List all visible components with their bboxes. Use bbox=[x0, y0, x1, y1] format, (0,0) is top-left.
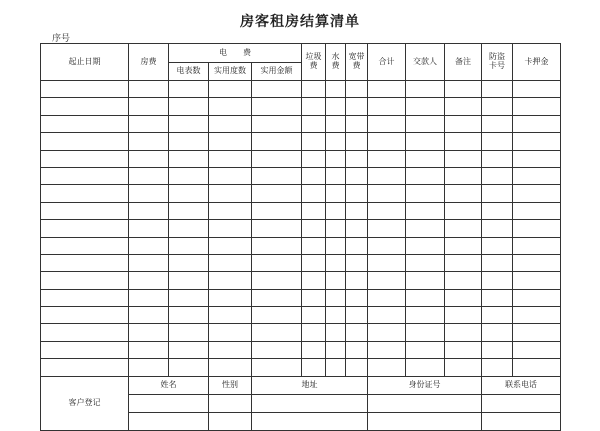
period-cell[interactable] bbox=[41, 115, 129, 132]
water-cell[interactable] bbox=[326, 307, 346, 324]
water-cell[interactable] bbox=[326, 324, 346, 341]
rent-cell[interactable] bbox=[129, 272, 169, 289]
rent-cell[interactable] bbox=[129, 307, 169, 324]
units-used-cell[interactable] bbox=[209, 133, 252, 150]
guest-gender-cell[interactable] bbox=[209, 412, 252, 430]
card-deposit-cell[interactable] bbox=[513, 237, 561, 254]
theft-card-cell[interactable] bbox=[482, 359, 513, 376]
remark-cell[interactable] bbox=[445, 359, 482, 376]
water-cell[interactable] bbox=[326, 185, 346, 202]
total-cell[interactable] bbox=[368, 289, 406, 306]
header-water-line1: 水 bbox=[331, 52, 340, 62]
rent-cell[interactable] bbox=[129, 98, 169, 115]
total-cell[interactable] bbox=[368, 150, 406, 167]
card-deposit-cell[interactable] bbox=[513, 81, 561, 98]
remark-cell[interactable] bbox=[445, 307, 482, 324]
amount-cell[interactable] bbox=[252, 341, 302, 358]
table-row bbox=[41, 202, 561, 219]
period-cell[interactable] bbox=[41, 307, 129, 324]
header-electricity: 电 费 bbox=[169, 44, 302, 63]
total-cell[interactable] bbox=[368, 220, 406, 237]
theft-card-cell[interactable] bbox=[482, 150, 513, 167]
settlement-table bbox=[40, 43, 561, 431]
table-row bbox=[41, 324, 561, 341]
payer-cell[interactable] bbox=[406, 289, 445, 306]
payer-cell[interactable] bbox=[406, 307, 445, 324]
water-cell[interactable] bbox=[326, 237, 346, 254]
guest-address-cell[interactable] bbox=[252, 394, 368, 412]
table-row bbox=[41, 98, 561, 115]
units-used-cell[interactable] bbox=[209, 272, 252, 289]
garbage-cell[interactable] bbox=[302, 81, 326, 98]
header-garbage-line1: 垃圾 bbox=[305, 52, 322, 62]
payer-cell[interactable] bbox=[406, 98, 445, 115]
meter-reading-cell[interactable] bbox=[169, 341, 209, 358]
meter-reading-cell[interactable] bbox=[169, 81, 209, 98]
rent-cell[interactable] bbox=[129, 220, 169, 237]
period-cell[interactable] bbox=[41, 220, 129, 237]
broadband-cell[interactable] bbox=[346, 254, 368, 271]
amount-cell[interactable] bbox=[252, 272, 302, 289]
remark-cell[interactable] bbox=[445, 220, 482, 237]
units-used-cell[interactable] bbox=[209, 341, 252, 358]
water-cell[interactable] bbox=[326, 359, 346, 376]
theft-card-cell[interactable] bbox=[482, 133, 513, 150]
table-row bbox=[41, 272, 561, 289]
water-cell[interactable] bbox=[326, 341, 346, 358]
table-row bbox=[41, 307, 561, 324]
amount-cell[interactable] bbox=[252, 359, 302, 376]
guest-phone-cell[interactable] bbox=[482, 412, 561, 430]
garbage-cell[interactable] bbox=[302, 289, 326, 306]
period-cell[interactable] bbox=[41, 359, 129, 376]
payer-cell[interactable] bbox=[406, 341, 445, 358]
units-used-cell[interactable] bbox=[209, 98, 252, 115]
card-deposit-cell[interactable] bbox=[513, 133, 561, 150]
units-used-cell[interactable] bbox=[209, 185, 252, 202]
remark-cell[interactable] bbox=[445, 185, 482, 202]
amount-cell[interactable] bbox=[252, 98, 302, 115]
units-used-cell[interactable] bbox=[209, 220, 252, 237]
amount-cell[interactable] bbox=[252, 237, 302, 254]
record-rows bbox=[41, 81, 561, 377]
water-cell[interactable] bbox=[326, 150, 346, 167]
card-deposit-cell[interactable] bbox=[513, 272, 561, 289]
garbage-cell[interactable] bbox=[302, 115, 326, 132]
garbage-cell[interactable] bbox=[302, 324, 326, 341]
theft-card-cell[interactable] bbox=[482, 307, 513, 324]
garbage-cell[interactable] bbox=[302, 254, 326, 271]
theft-card-cell[interactable] bbox=[482, 220, 513, 237]
garbage-cell[interactable] bbox=[302, 237, 326, 254]
header-garbage-line2: 费 bbox=[309, 61, 318, 70]
period-cell[interactable] bbox=[41, 254, 129, 271]
header-theft-card bbox=[482, 44, 513, 81]
broadband-cell[interactable] bbox=[346, 150, 368, 167]
rent-cell[interactable] bbox=[129, 341, 169, 358]
guest-gender-cell[interactable] bbox=[209, 394, 252, 412]
meter-reading-cell[interactable] bbox=[169, 272, 209, 289]
amount-cell[interactable] bbox=[252, 202, 302, 219]
meter-reading-cell[interactable] bbox=[169, 115, 209, 132]
remark-cell[interactable] bbox=[445, 150, 482, 167]
total-cell[interactable] bbox=[368, 202, 406, 219]
guest-section-label: 客户登记 bbox=[41, 376, 129, 430]
card-deposit-cell[interactable] bbox=[513, 289, 561, 306]
guest-header-address: 地址 bbox=[252, 376, 368, 394]
period-cell[interactable] bbox=[41, 150, 129, 167]
amount-cell[interactable] bbox=[252, 307, 302, 324]
total-cell[interactable] bbox=[368, 81, 406, 98]
garbage-cell[interactable] bbox=[302, 150, 326, 167]
remark-cell[interactable] bbox=[445, 289, 482, 306]
rent-cell[interactable] bbox=[129, 254, 169, 271]
garbage-cell[interactable] bbox=[302, 341, 326, 358]
meter-reading-cell[interactable] bbox=[169, 359, 209, 376]
payer-cell[interactable] bbox=[406, 272, 445, 289]
table-row bbox=[41, 167, 561, 184]
broadband-cell[interactable] bbox=[346, 202, 368, 219]
rent-cell[interactable] bbox=[129, 289, 169, 306]
theft-card-cell[interactable] bbox=[482, 202, 513, 219]
remark-cell[interactable] bbox=[445, 98, 482, 115]
payer-cell[interactable] bbox=[406, 167, 445, 184]
rent-cell[interactable] bbox=[129, 115, 169, 132]
total-cell[interactable] bbox=[368, 272, 406, 289]
header-water bbox=[326, 44, 346, 81]
guest-phone-cell[interactable] bbox=[482, 394, 561, 412]
card-deposit-cell[interactable] bbox=[513, 115, 561, 132]
amount-cell[interactable] bbox=[252, 289, 302, 306]
header-meter-reading: 电表数 bbox=[169, 63, 209, 81]
units-used-cell[interactable] bbox=[209, 115, 252, 132]
meter-reading-cell[interactable] bbox=[169, 254, 209, 271]
theft-card-cell[interactable] bbox=[482, 237, 513, 254]
header-units-used: 实用度数 bbox=[209, 63, 252, 81]
rent-cell[interactable] bbox=[129, 237, 169, 254]
payer-cell[interactable] bbox=[406, 185, 445, 202]
theft-card-cell[interactable] bbox=[482, 81, 513, 98]
garbage-cell[interactable] bbox=[302, 133, 326, 150]
guest-name-cell[interactable] bbox=[129, 412, 209, 430]
table-row bbox=[41, 81, 561, 98]
guest-header-gender: 性别 bbox=[209, 376, 252, 394]
card-deposit-cell[interactable] bbox=[513, 254, 561, 271]
header-remark: 备注 bbox=[445, 44, 482, 81]
table-row bbox=[41, 115, 561, 132]
garbage-cell[interactable] bbox=[302, 220, 326, 237]
garbage-cell[interactable] bbox=[302, 359, 326, 376]
theft-card-cell[interactable] bbox=[482, 341, 513, 358]
water-cell[interactable] bbox=[326, 272, 346, 289]
amount-cell[interactable] bbox=[252, 81, 302, 98]
remark-cell[interactable] bbox=[445, 115, 482, 132]
header-payer: 交款人 bbox=[406, 44, 445, 81]
card-deposit-cell[interactable] bbox=[513, 359, 561, 376]
header-broadband bbox=[346, 44, 368, 81]
rent-cell[interactable] bbox=[129, 185, 169, 202]
period-cell[interactable] bbox=[41, 81, 129, 98]
remark-cell[interactable] bbox=[445, 167, 482, 184]
table-row bbox=[41, 150, 561, 167]
table-row bbox=[41, 237, 561, 254]
total-cell[interactable] bbox=[368, 115, 406, 132]
remark-cell[interactable] bbox=[445, 341, 482, 358]
rent-cell[interactable] bbox=[129, 167, 169, 184]
header-rent: 房费 bbox=[129, 44, 169, 81]
water-cell[interactable] bbox=[326, 220, 346, 237]
header-broadband-line2: 费 bbox=[352, 61, 361, 70]
theft-card-cell[interactable] bbox=[482, 254, 513, 271]
meter-reading-cell[interactable] bbox=[169, 150, 209, 167]
water-cell[interactable] bbox=[326, 167, 346, 184]
card-deposit-cell[interactable] bbox=[513, 167, 561, 184]
table-row bbox=[41, 289, 561, 306]
guest-header-name: 姓名 bbox=[129, 376, 209, 394]
water-cell[interactable] bbox=[326, 289, 346, 306]
total-cell[interactable] bbox=[368, 237, 406, 254]
remark-cell[interactable] bbox=[445, 272, 482, 289]
units-used-cell[interactable] bbox=[209, 307, 252, 324]
header-period: 起止日期 bbox=[41, 44, 129, 81]
header-total: 合计 bbox=[368, 44, 406, 81]
units-used-cell[interactable] bbox=[209, 324, 252, 341]
form-title: 房客租房结算清单 bbox=[240, 14, 360, 30]
garbage-cell[interactable] bbox=[302, 202, 326, 219]
amount-cell[interactable] bbox=[252, 185, 302, 202]
total-cell[interactable] bbox=[368, 185, 406, 202]
total-cell[interactable] bbox=[368, 307, 406, 324]
period-cell[interactable] bbox=[41, 272, 129, 289]
broadband-cell[interactable] bbox=[346, 167, 368, 184]
card-deposit-cell[interactable] bbox=[513, 324, 561, 341]
period-cell[interactable] bbox=[41, 185, 129, 202]
card-deposit-cell[interactable] bbox=[513, 220, 561, 237]
period-cell[interactable] bbox=[41, 133, 129, 150]
rent-cell[interactable] bbox=[129, 359, 169, 376]
broadband-cell[interactable] bbox=[346, 237, 368, 254]
rent-cell[interactable] bbox=[129, 133, 169, 150]
total-cell[interactable] bbox=[368, 341, 406, 358]
table-row bbox=[41, 254, 561, 271]
total-cell[interactable] bbox=[368, 324, 406, 341]
card-deposit-cell[interactable] bbox=[513, 307, 561, 324]
meter-reading-cell[interactable] bbox=[169, 324, 209, 341]
total-cell[interactable] bbox=[368, 254, 406, 271]
remark-cell[interactable] bbox=[445, 237, 482, 254]
payer-cell[interactable] bbox=[406, 150, 445, 167]
total-cell[interactable] bbox=[368, 98, 406, 115]
period-cell[interactable] bbox=[41, 341, 129, 358]
water-cell[interactable] bbox=[326, 115, 346, 132]
amount-cell[interactable] bbox=[252, 324, 302, 341]
card-deposit-cell[interactable] bbox=[513, 185, 561, 202]
broadband-cell[interactable] bbox=[346, 359, 368, 376]
guest-header-id: 身份证号 bbox=[368, 376, 482, 394]
meter-reading-cell[interactable] bbox=[169, 133, 209, 150]
water-cell[interactable] bbox=[326, 202, 346, 219]
payer-cell[interactable] bbox=[406, 237, 445, 254]
payer-cell[interactable] bbox=[406, 133, 445, 150]
amount-cell[interactable] bbox=[252, 115, 302, 132]
header-water-line2: 费 bbox=[331, 61, 340, 70]
water-cell[interactable] bbox=[326, 254, 346, 271]
garbage-cell[interactable] bbox=[302, 98, 326, 115]
table-row bbox=[41, 359, 561, 376]
meter-reading-cell[interactable] bbox=[169, 167, 209, 184]
total-cell[interactable] bbox=[368, 133, 406, 150]
header-broadband-line1: 宽带 bbox=[348, 52, 365, 62]
broadband-cell[interactable] bbox=[346, 307, 368, 324]
payer-cell[interactable] bbox=[406, 254, 445, 271]
guest-name-cell[interactable] bbox=[129, 394, 209, 412]
remark-cell[interactable] bbox=[445, 254, 482, 271]
table-row bbox=[41, 341, 561, 358]
header-theft-card-line1: 防盗 bbox=[489, 52, 505, 62]
units-used-cell[interactable] bbox=[209, 254, 252, 271]
theft-card-cell[interactable] bbox=[482, 324, 513, 341]
payer-cell[interactable] bbox=[406, 220, 445, 237]
meter-reading-cell[interactable] bbox=[169, 289, 209, 306]
guest-id-cell[interactable] bbox=[368, 412, 482, 430]
remark-cell[interactable] bbox=[445, 324, 482, 341]
broadband-cell[interactable] bbox=[346, 341, 368, 358]
water-cell[interactable] bbox=[326, 81, 346, 98]
header-card-deposit: 卡押金 bbox=[513, 44, 561, 81]
theft-card-cell[interactable] bbox=[482, 115, 513, 132]
period-cell[interactable] bbox=[41, 98, 129, 115]
period-cell[interactable] bbox=[41, 237, 129, 254]
total-cell[interactable] bbox=[368, 167, 406, 184]
payer-cell[interactable] bbox=[406, 324, 445, 341]
remark-cell[interactable] bbox=[445, 81, 482, 98]
meter-reading-cell[interactable] bbox=[169, 185, 209, 202]
payer-cell[interactable] bbox=[406, 202, 445, 219]
remark-cell[interactable] bbox=[445, 133, 482, 150]
meter-reading-cell[interactable] bbox=[169, 307, 209, 324]
broadband-cell[interactable] bbox=[346, 272, 368, 289]
table-row bbox=[41, 220, 561, 237]
remark-cell[interactable] bbox=[445, 202, 482, 219]
units-used-cell[interactable] bbox=[209, 167, 252, 184]
header-amount: 实用金额 bbox=[252, 63, 302, 81]
amount-cell[interactable] bbox=[252, 220, 302, 237]
garbage-cell[interactable] bbox=[302, 272, 326, 289]
garbage-cell[interactable] bbox=[302, 185, 326, 202]
broadband-cell[interactable] bbox=[346, 289, 368, 306]
rent-cell[interactable] bbox=[129, 150, 169, 167]
broadband-cell[interactable] bbox=[346, 220, 368, 237]
period-cell[interactable] bbox=[41, 289, 129, 306]
card-deposit-cell[interactable] bbox=[513, 202, 561, 219]
payer-cell[interactable] bbox=[406, 115, 445, 132]
amount-cell[interactable] bbox=[252, 254, 302, 271]
period-cell[interactable] bbox=[41, 324, 129, 341]
card-deposit-cell[interactable] bbox=[513, 150, 561, 167]
theft-card-cell[interactable] bbox=[482, 289, 513, 306]
theft-card-cell[interactable] bbox=[482, 167, 513, 184]
water-cell[interactable] bbox=[326, 133, 346, 150]
broadband-cell[interactable] bbox=[346, 98, 368, 115]
header-theft-card-line2: 卡号 bbox=[489, 61, 505, 70]
units-used-cell[interactable] bbox=[209, 359, 252, 376]
theft-card-cell[interactable] bbox=[482, 272, 513, 289]
broadband-cell[interactable] bbox=[346, 133, 368, 150]
garbage-cell[interactable] bbox=[302, 307, 326, 324]
meter-reading-cell[interactable] bbox=[169, 98, 209, 115]
serial-number-label: 序号 bbox=[52, 34, 71, 44]
garbage-cell[interactable] bbox=[302, 167, 326, 184]
header-garbage bbox=[302, 44, 326, 81]
theft-card-cell[interactable] bbox=[482, 185, 513, 202]
broadband-cell[interactable] bbox=[346, 324, 368, 341]
units-used-cell[interactable] bbox=[209, 202, 252, 219]
amount-cell[interactable] bbox=[252, 150, 302, 167]
guest-id-cell[interactable] bbox=[368, 394, 482, 412]
broadband-cell[interactable] bbox=[346, 185, 368, 202]
period-cell[interactable] bbox=[41, 202, 129, 219]
broadband-cell[interactable] bbox=[346, 115, 368, 132]
guest-header-phone: 联系电话 bbox=[482, 376, 561, 394]
payer-cell[interactable] bbox=[406, 81, 445, 98]
units-used-cell[interactable] bbox=[209, 81, 252, 98]
card-deposit-cell[interactable] bbox=[513, 98, 561, 115]
water-cell[interactable] bbox=[326, 98, 346, 115]
rent-cell[interactable] bbox=[129, 81, 169, 98]
units-used-cell[interactable] bbox=[209, 289, 252, 306]
guest-address-cell[interactable] bbox=[252, 412, 368, 430]
guest-header-row bbox=[41, 376, 561, 394]
theft-card-cell[interactable] bbox=[482, 98, 513, 115]
meter-reading-cell[interactable] bbox=[169, 237, 209, 254]
total-cell[interactable] bbox=[368, 359, 406, 376]
header-row-top bbox=[41, 44, 561, 63]
rent-cell[interactable] bbox=[129, 324, 169, 341]
rent-cell[interactable] bbox=[129, 202, 169, 219]
units-used-cell[interactable] bbox=[209, 150, 252, 167]
period-cell[interactable] bbox=[41, 167, 129, 184]
broadband-cell[interactable] bbox=[346, 81, 368, 98]
amount-cell[interactable] bbox=[252, 167, 302, 184]
amount-cell[interactable] bbox=[252, 133, 302, 150]
meter-reading-cell[interactable] bbox=[169, 220, 209, 237]
table-row bbox=[41, 185, 561, 202]
units-used-cell[interactable] bbox=[209, 237, 252, 254]
payer-cell[interactable] bbox=[406, 359, 445, 376]
table-row bbox=[41, 133, 561, 150]
meter-reading-cell[interactable] bbox=[169, 202, 209, 219]
card-deposit-cell[interactable] bbox=[513, 341, 561, 358]
